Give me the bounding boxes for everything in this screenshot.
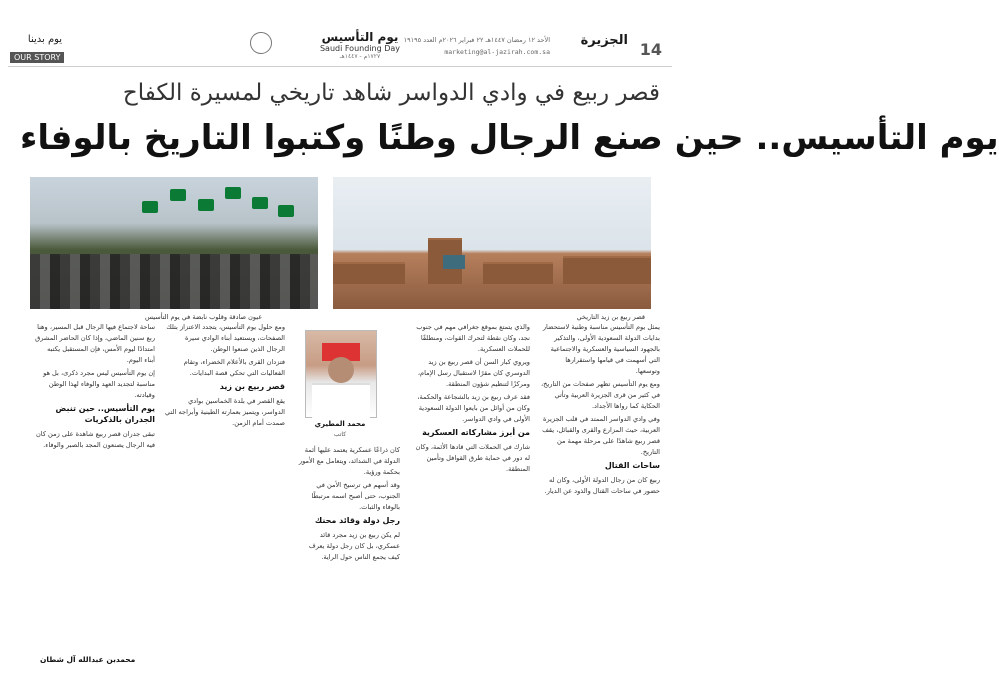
flag-icon — [198, 199, 214, 211]
column-subheading: ساحات القتال — [604, 461, 660, 470]
flag-icon — [142, 201, 158, 213]
page-header — [0, 0, 680, 78]
column-paragraph: تبقى جدران قصر ربيع شاهدة على زمن كان فيه الرجال يصنعون المجد بالصبر والوفاء. — [35, 430, 155, 449]
column-paragraph: إن يوم التأسيس ليس مجرد ذكرى، بل هو مناسبة لتجديد العهد والوفاء لهذا الوطن وقيادته. — [43, 369, 155, 399]
column-paragraph: فتزدان القرى بالأعلام الخضراء، وتقام الفعاليات التي تحكي قصة البدايات. — [183, 358, 285, 377]
column-paragraph: يقع القصر في بلدة الخماسين بوادي الدواسر، ويتميز بعمارته الطينية وأبراجه التي صمدت أمام الزمن. — [165, 397, 285, 427]
flag-icon — [278, 205, 294, 217]
column-paragraph: ساحة لاجتماع فيها الرجال قبل المسير، وهنا ربع سنين الماضي، وإذا كان الحاضر المشرق امتدادًا ليوم الأمس، فإن المستقبل يكتبه أبناء اليوم. — [35, 323, 155, 364]
flag-icon — [225, 187, 241, 199]
portrait-role: كاتب — [333, 431, 347, 438]
flag-icon — [252, 197, 268, 209]
issue-date: الأحد ١٢ رمضان ١٤٤٧هـ ٢٢ فبراير ٢٠٢٦م العدد ١٩١٩٥ — [403, 36, 550, 44]
founding-title-ar: يوم التأسيس — [321, 30, 399, 44]
author-portrait — [305, 330, 377, 418]
column-subheading: رجل دولة وقائد محنك — [314, 516, 400, 525]
our-story-badge — [10, 34, 80, 64]
column-paragraph: والذي يتمتع بموقع جغرافي مهم في جنوب نجد، وكان نقطة لتحرك القوات، ومنطلقًا للحملات العسكرية. — [416, 323, 530, 353]
column-paragraph: وفي وادي الدواسر الممتد في قلب الجزيرة العربية، حيث المزارع والقرى والقبائل، يقف قصر ربيع شاهدًا على مرحلة مهمة من التاريخ. — [542, 415, 660, 456]
column-paragraph: شارك في الحملات التي قادها الأئمة، وكان له دور في حماية طرق القوافل وتأمين المنطقة. — [415, 443, 530, 473]
article-column-5 — [35, 322, 155, 647]
article-column-3 — [295, 445, 400, 660]
page-number: 14 — [639, 40, 662, 59]
founding-date: ١٧٢٧م - ١٤٤٧هـ — [339, 53, 381, 60]
marketing-email: marketing@al-jazirah.com.sa — [444, 48, 550, 56]
site-sign — [443, 255, 465, 269]
founding-day-logo — [280, 30, 440, 60]
face-shape — [328, 357, 354, 383]
founding-title-en: Saudi Founding Day — [319, 44, 401, 53]
portrait-name: محمد المطيري — [314, 420, 366, 428]
flag-icon — [170, 189, 186, 201]
article-column-4 — [165, 322, 285, 664]
article-headline: يوم التأسيس.. حين صنع الرجال وطنًا وكتبوا التاريخ بالوفاء — [20, 118, 999, 158]
column-paragraph: يمثل يوم التأسيس مناسبة وطنية لاستحضار بدايات الدولة السعودية الأولى، والتذكير بالجهود السياسية والعسكرية والاجتماعية التي أسهمت في قيامها واستقرارها وتوسعها. — [542, 323, 660, 375]
article-kicker: قصر ربيع في وادي الدواسر شاهد تاريخي لمسيرة الكفاح — [122, 80, 660, 106]
article-author: محمدبن عبدالله آل شطان — [40, 655, 136, 664]
column-paragraph: فقد عرف ربيع بن زيد بالشجاعة والحكمة، وكان من أوائل من بايعوا الدولة السعودية الأولى في وادي الدواسر. — [417, 393, 530, 423]
column-subheading: من أبرز مشاركاته العسكرية — [422, 428, 530, 437]
thobe-shape — [312, 383, 370, 419]
column-paragraph: كان ذراعًا عسكرية يعتمد عليها أئمة الدولة في الشدائد، ويتعامل مع الأمور بحكمة ورؤية. — [298, 446, 400, 476]
caption-right: قصر ربيع بن زيد التاريخي — [576, 313, 645, 321]
article-column-2 — [410, 322, 530, 664]
column-subheading: قصر ربيع بن زيد — [219, 382, 285, 391]
ruin-wall — [563, 256, 651, 284]
our-story-en: OUR STORY — [10, 52, 64, 63]
column-paragraph: ربيع كان من رجال الدولة الأولى، وكان له حضور في ساحات القتال والذود عن الديار. — [544, 476, 660, 495]
ruin-wall — [483, 262, 553, 284]
newspaper-logo: الجزيرة — [580, 33, 628, 48]
column-paragraph: لم يكن ربيع بن زيد مجرد قائد عسكري، بل كان رجل دولة يعرف كيف يجمع الناس حول الراية. — [308, 531, 400, 561]
column-paragraph: ومع يوم التأسيس تظهر صفحات من التاريخ، في كثير من قرى الجزيرة العربية وتأتي الحكاية كما رواها الأجداد. — [540, 380, 660, 410]
palace-photo — [333, 177, 651, 309]
article-column-1 — [540, 322, 660, 664]
column-paragraph: ويروي كبار السن أن قصر ربيع بن زيد الدوسري كان مقرًا لاستقبال رسل الإمام، ومركزًا لتنظيم شؤون المنطقة. — [417, 358, 530, 388]
ruin-wall — [333, 262, 405, 284]
our-story-ar: يوم بدينا — [27, 34, 63, 45]
celebration-photo — [30, 177, 318, 309]
column-paragraph: وقد أسهم في ترسيخ الأمن في الجنوب، حتى أصبح اسمه مرتبطًا بالوفاء والثبات. — [311, 481, 400, 511]
column-subheading: يوم التأسيس.. حين تنبض الجدران بالذكريات — [55, 404, 155, 424]
caption-left: عيون صادقة وقلوب نابضة في يوم التأسيس — [145, 313, 263, 321]
column-paragraph: ومع حلول يوم التأسيس، يتجدد الاعتزاز بتلك الصفحات، ويستعيد أبناء الوادي سيرة الرجال الذين صنعوا الوطن. — [166, 323, 285, 353]
crowd-shape — [30, 254, 318, 309]
header-divider — [8, 66, 672, 67]
founding-emblem-icon — [250, 32, 272, 54]
